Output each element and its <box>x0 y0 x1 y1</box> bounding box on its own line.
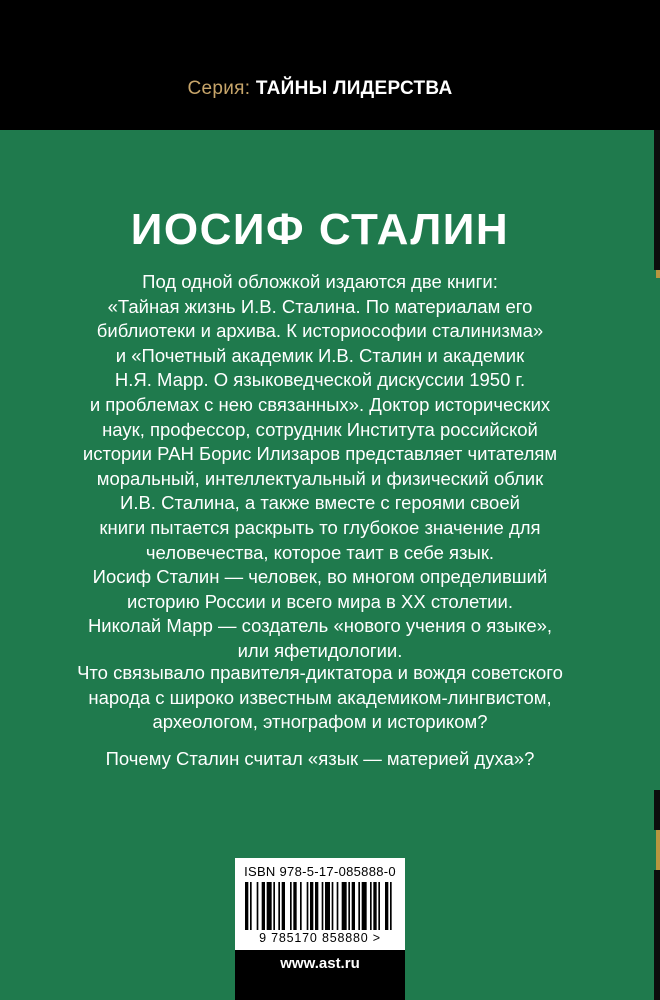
blurb-line: библиотеки и архива. К историософии сталинизма» <box>96 320 544 342</box>
blurb-line: Иосиф Сталин — человек, во многом определивший <box>92 566 548 588</box>
question-line: Что связывало правителя-диктатора и вождя советского <box>77 662 563 683</box>
question-line: археологом, этнографом и историком? <box>152 711 488 733</box>
blurb-line: истории РАН Борис Илизаров представляет читателям <box>82 443 558 465</box>
question-paragraph <box>70 661 570 735</box>
blurb-line: «Тайная жизнь И.В. Сталина. По материалам его <box>107 295 533 317</box>
website-box <box>235 950 405 1000</box>
blurb-line: или яфетидологии. <box>237 639 403 661</box>
blurb-paragraph <box>70 270 570 664</box>
blurb-line: Николай Марр — создатель «нового учения о языке», <box>87 615 553 637</box>
side-stripe-bottom <box>654 870 660 1000</box>
gold-stripe-lower <box>656 830 660 870</box>
series-line <box>0 78 640 100</box>
blurb-line: моральный, интеллектуальный и физический облик <box>96 467 544 489</box>
blurb-line: и проблемах с нею связанных». Доктор исторических <box>89 393 551 415</box>
side-stripe-lower <box>654 790 660 830</box>
gold-stripe-upper <box>656 270 660 278</box>
isbn-text: ISBN 978-5-17-085888-0 <box>244 864 396 879</box>
question-line: народа с широко известным академиком-лингвистом, <box>88 686 552 708</box>
blurb-line: Под одной обложкой издаются две книги: <box>142 271 498 292</box>
barcode-digits: 9 785170 858880 > <box>259 931 381 945</box>
question-line: Почему Сталин считал «язык — материей духа»? <box>105 748 535 769</box>
blurb-line: И.В. Сталина, а также вместе с героями своей <box>120 492 520 514</box>
blurb-line: историю России и всего мира в XX столетии. <box>126 590 513 612</box>
blurb-line: и «Почетный академик И.В. Сталин и академик <box>115 344 525 366</box>
question-paragraph-2 <box>70 747 570 772</box>
website-link[interactable]: www.ast.ru <box>280 955 360 972</box>
blurb-line: наук, профессор, сотрудник Института российской <box>102 418 538 440</box>
book-title: ИОСИФ СТАЛИН <box>130 205 510 254</box>
barcode-box <box>235 858 405 950</box>
series-label: Серия: <box>187 78 251 99</box>
blurb-line: человечества, которое таит в себе язык. <box>145 541 495 563</box>
top-band <box>0 0 660 130</box>
side-stripe-upper <box>654 130 660 270</box>
barcode-icon <box>245 882 395 930</box>
blurb-line: книги пытается раскрыть то глубокое значение для <box>99 516 541 538</box>
series-name: ТАЙНЫ ЛИДЕРСТВА <box>255 78 453 99</box>
blurb-line: Н.Я. Марр. О языковедческой дискуссии 1950 г. <box>114 369 526 391</box>
